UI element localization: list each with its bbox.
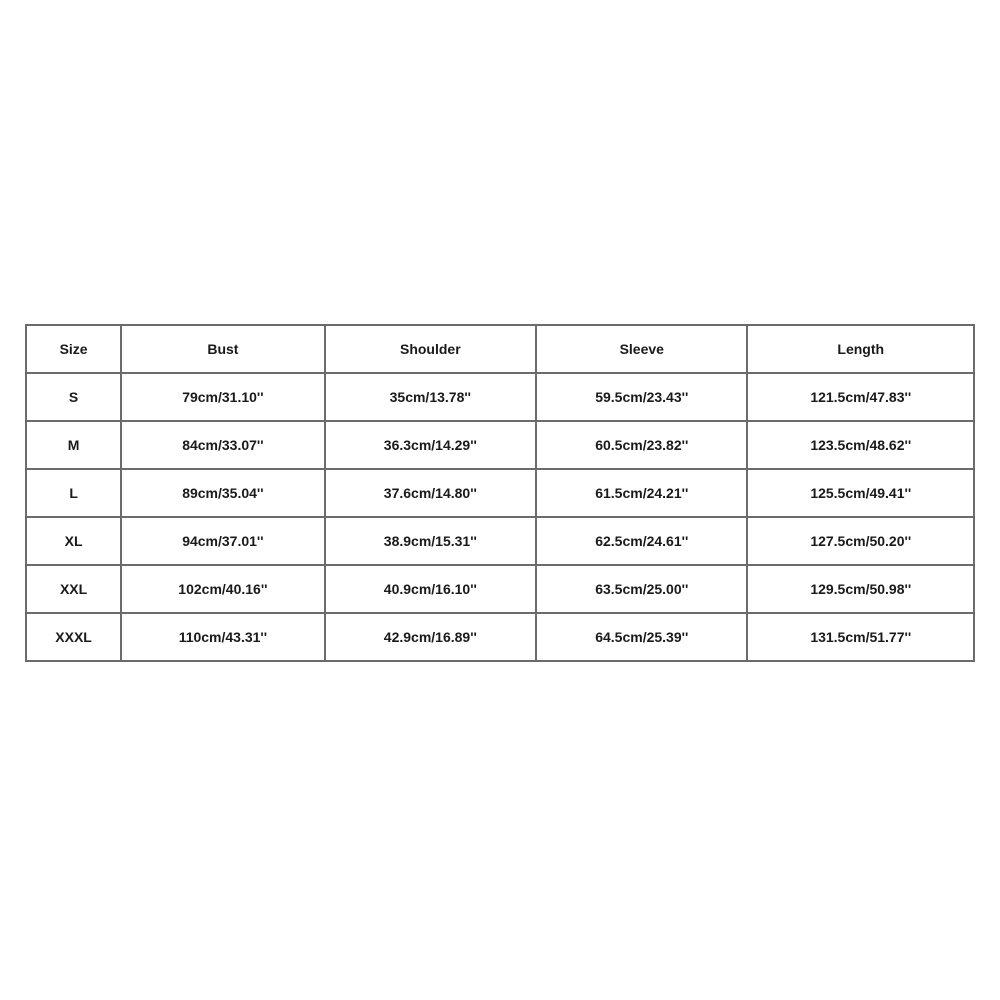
table-row [26, 565, 974, 613]
cell-shoulder: 38.9cm/15.31'' [325, 517, 536, 565]
cell-size: XL [26, 517, 121, 565]
cell-sleeve: 64.5cm/25.39'' [536, 613, 747, 661]
cell-size: L [26, 469, 121, 517]
cell-length: 131.5cm/51.77'' [747, 613, 974, 661]
cell-shoulder: 36.3cm/14.29'' [325, 421, 536, 469]
header-shoulder: Shoulder [325, 325, 536, 373]
cell-sleeve: 59.5cm/23.43'' [536, 373, 747, 421]
header-sleeve: Sleeve [536, 325, 747, 373]
cell-length: 129.5cm/50.98'' [747, 565, 974, 613]
cell-sleeve: 61.5cm/24.21'' [536, 469, 747, 517]
size-chart-table [25, 324, 975, 662]
cell-shoulder: 42.9cm/16.89'' [325, 613, 536, 661]
cell-size: S [26, 373, 121, 421]
cell-bust: 110cm/43.31'' [121, 613, 324, 661]
cell-bust: 84cm/33.07'' [121, 421, 324, 469]
cell-shoulder: 37.6cm/14.80'' [325, 469, 536, 517]
header-length: Length [747, 325, 974, 373]
header-bust: Bust [121, 325, 324, 373]
cell-sleeve: 62.5cm/24.61'' [536, 517, 747, 565]
table-row [26, 469, 974, 517]
cell-bust: 89cm/35.04'' [121, 469, 324, 517]
table-row [26, 373, 974, 421]
cell-bust: 94cm/37.01'' [121, 517, 324, 565]
cell-shoulder: 40.9cm/16.10'' [325, 565, 536, 613]
table-header-row [26, 325, 974, 373]
header-size: Size [26, 325, 121, 373]
cell-sleeve: 63.5cm/25.00'' [536, 565, 747, 613]
cell-bust: 102cm/40.16'' [121, 565, 324, 613]
cell-bust: 79cm/31.10'' [121, 373, 324, 421]
cell-length: 125.5cm/49.41'' [747, 469, 974, 517]
cell-shoulder: 35cm/13.78'' [325, 373, 536, 421]
cell-length: 127.5cm/50.20'' [747, 517, 974, 565]
table-row [26, 517, 974, 565]
cell-length: 121.5cm/47.83'' [747, 373, 974, 421]
cell-sleeve: 60.5cm/23.82'' [536, 421, 747, 469]
cell-length: 123.5cm/48.62'' [747, 421, 974, 469]
table-row [26, 613, 974, 661]
cell-size: XXXL [26, 613, 121, 661]
cell-size: M [26, 421, 121, 469]
cell-size: XXL [26, 565, 121, 613]
table-row [26, 421, 974, 469]
